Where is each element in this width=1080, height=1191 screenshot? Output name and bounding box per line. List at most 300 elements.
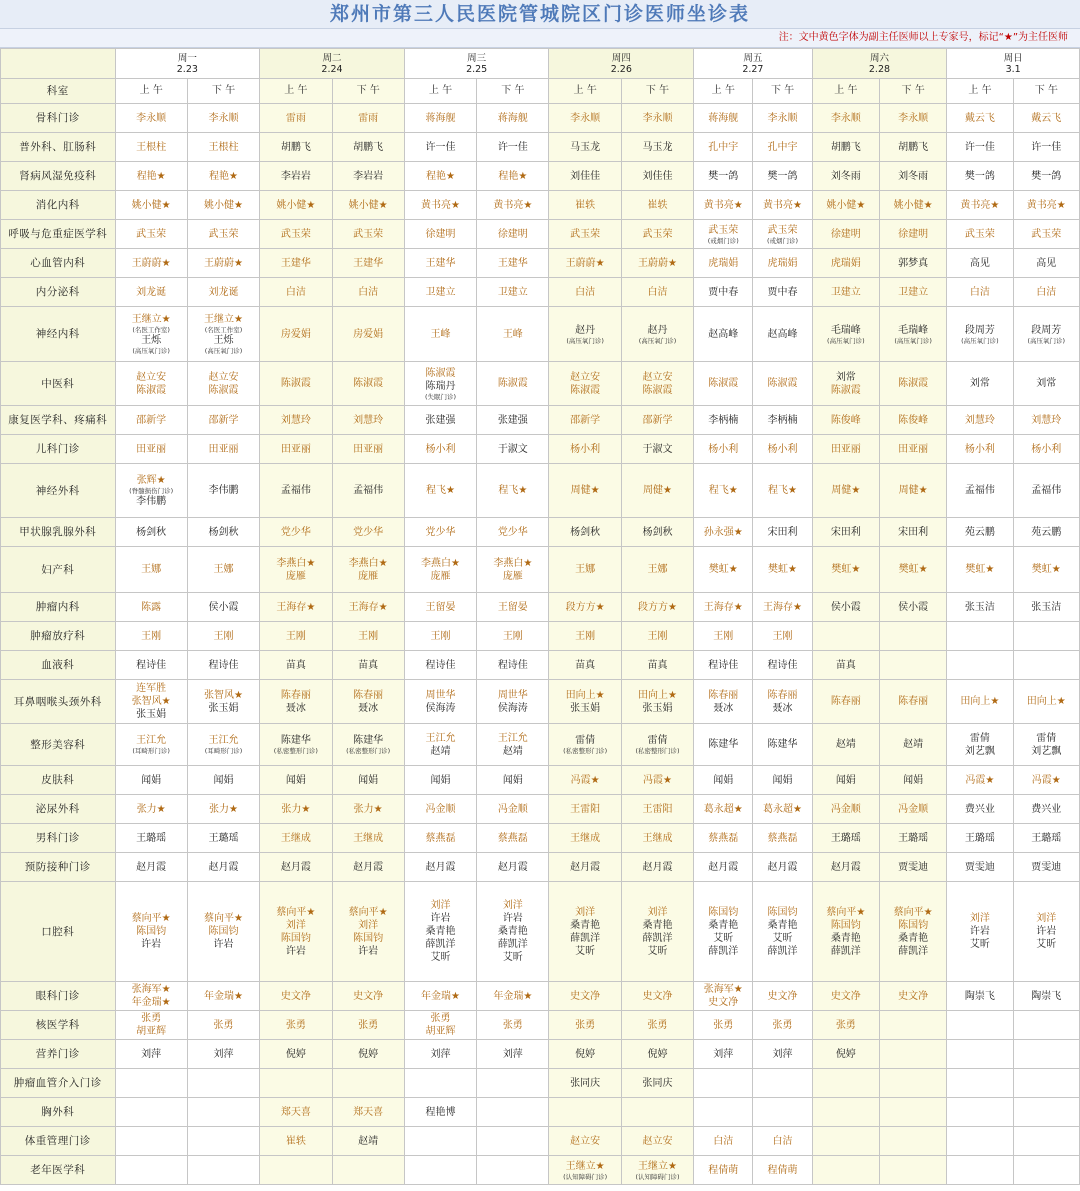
am-doctor-cell — [947, 547, 1013, 593]
doctor-name: 王继立★ — [204, 314, 243, 325]
doctor-name: 薛凯洋 — [425, 939, 456, 950]
pm-doctor-cell — [477, 104, 549, 133]
day-header: 周三 2.25 — [404, 49, 549, 79]
pm-doctor-cell — [332, 1156, 404, 1185]
am-header: 上 午 — [115, 79, 187, 104]
table-row — [1, 435, 1080, 464]
am-doctor-cell — [694, 651, 753, 680]
clinic-note: (高压氧门诊) — [1027, 336, 1066, 345]
doctor-name: 党少华 — [497, 526, 528, 538]
pm-doctor-cell — [1013, 724, 1079, 766]
am-doctor-cell — [694, 278, 753, 307]
doctor-name: 刘佳佳 — [642, 170, 673, 182]
pm-doctor-cell — [879, 622, 946, 651]
am-header: 上 午 — [404, 79, 476, 104]
department-cell: 神经外科 — [1, 464, 116, 518]
am-doctor-cell — [947, 162, 1013, 191]
doctor-name: 陈建华 — [353, 735, 384, 746]
doctor-name: 庞雁 — [430, 570, 451, 582]
doctor-name: 王刚 — [285, 630, 306, 642]
department-cell: 耳鼻咽喉头颈外科 — [1, 680, 116, 724]
am-doctor-cell — [947, 824, 1013, 853]
pm-doctor-cell — [621, 651, 693, 680]
pm-doctor-cell — [1013, 104, 1079, 133]
doctor-name: 薛凯洋 — [708, 945, 739, 957]
pm-doctor-cell — [1013, 882, 1079, 982]
pm-doctor-cell — [1013, 1098, 1079, 1127]
pm-doctor-cell — [187, 882, 259, 982]
doctor-name: 陈国钧 — [898, 919, 929, 931]
doctor-name: 宋田利 — [898, 526, 929, 538]
doctor-name: 史文净 — [353, 990, 384, 1002]
am-doctor-cell — [115, 464, 187, 518]
pm-doctor-cell — [477, 766, 549, 795]
table-row — [1, 680, 1080, 724]
table-row — [1, 547, 1080, 593]
department-cell: 肿瘤放疗科 — [1, 622, 116, 651]
doctor-name: 樊一鸽 — [767, 170, 798, 182]
am-doctor-cell — [404, 1040, 476, 1069]
pm-doctor-cell — [187, 1040, 259, 1069]
doctor-name: 冯金顺 — [898, 803, 929, 815]
am-doctor-cell — [115, 133, 187, 162]
doctor-name: 樊虹★ — [1031, 564, 1061, 575]
doctor-name: 姚小健★ — [893, 199, 933, 211]
doctor-name: 樊虹★ — [768, 564, 798, 575]
doctor-name: 艾昕 — [575, 945, 596, 957]
am-doctor-cell — [947, 680, 1013, 724]
doctor-name: 雷倩 — [1036, 732, 1057, 744]
pm-doctor-cell — [332, 191, 404, 220]
doctor-name: 史文净 — [642, 990, 673, 1002]
doctor-name: 王留晏 — [497, 601, 528, 613]
am-doctor-cell — [549, 464, 621, 518]
doctor-name: 许岩 — [141, 939, 162, 950]
doctor-name: 陈春丽 — [767, 689, 798, 701]
pm-header: 下 午 — [187, 79, 259, 104]
doctor-name: 聂冰 — [772, 702, 793, 714]
doctor-name: 倪婷 — [285, 1048, 306, 1060]
doctor-name: 武玉荣 — [570, 228, 601, 240]
pm-doctor-cell — [879, 464, 946, 518]
pm-doctor-cell — [753, 435, 812, 464]
doctor-name: 刘冬雨 — [830, 170, 861, 182]
am-doctor-cell — [404, 1156, 476, 1185]
pm-header: 下 午 — [753, 79, 812, 104]
doctor-name: 赵月霞 — [767, 861, 798, 873]
doctor-name: 陈春丽 — [830, 696, 861, 707]
pm-doctor-cell — [879, 766, 946, 795]
pm-doctor-cell — [477, 220, 549, 249]
department-cell: 胸外科 — [1, 1098, 116, 1127]
pm-doctor-cell — [187, 1098, 259, 1127]
doctor-name: 李永顺 — [136, 112, 167, 124]
am-doctor-cell — [549, 882, 621, 982]
expert-note: 注：文中黄色字体为副主任医师以上专家号，标记“★”为主任医师 — [0, 29, 1080, 48]
am-doctor-cell — [404, 1127, 476, 1156]
doctor-name: 薛凯洋 — [830, 945, 861, 957]
doctor-name: 周健★ — [570, 485, 600, 496]
doctor-name: 苗真 — [285, 659, 306, 671]
pm-doctor-cell — [1013, 593, 1079, 622]
pm-doctor-cell — [621, 362, 693, 406]
pm-doctor-cell — [621, 435, 693, 464]
doctor-name: 孟福伟 — [964, 485, 995, 496]
doctor-name: 白洁 — [772, 1135, 793, 1147]
doctor-name: 陈国钧 — [767, 906, 798, 918]
doctor-name: 毛瑞峰 — [830, 324, 861, 336]
doctor-name: 桑青艳 — [642, 919, 673, 931]
am-doctor-cell — [694, 362, 753, 406]
doctor-name: 许一佳 — [425, 141, 456, 153]
pm-doctor-cell — [621, 766, 693, 795]
am-doctor-cell — [549, 853, 621, 882]
am-doctor-cell — [549, 307, 621, 362]
pm-doctor-cell — [621, 824, 693, 853]
am-doctor-cell — [260, 362, 332, 406]
doctor-name: 刘洋 — [969, 913, 990, 924]
doctor-name: 武玉荣 — [964, 228, 995, 240]
pm-doctor-cell — [477, 651, 549, 680]
doctor-name: 许岩 — [358, 945, 379, 957]
doctor-name: 卫建立 — [898, 286, 929, 298]
am-doctor-cell — [549, 104, 621, 133]
clinic-note: (脊髓损伤门诊) — [129, 486, 174, 495]
doctor-name: 桑青艳 — [830, 932, 861, 944]
doctor-name: 王留晏 — [425, 601, 456, 613]
doctor-name: 雷雨 — [285, 112, 306, 124]
doctor-name: 徐建明 — [497, 228, 528, 240]
pm-doctor-cell — [332, 622, 404, 651]
am-doctor-cell — [115, 795, 187, 824]
am-doctor-cell — [404, 651, 476, 680]
doctor-name: 蒋海舰 — [497, 112, 528, 124]
am-doctor-cell — [404, 766, 476, 795]
pm-doctor-cell — [332, 1127, 404, 1156]
pm-doctor-cell — [477, 724, 549, 766]
table-row — [1, 278, 1080, 307]
doctor-name: 王蔚蔚★ — [565, 257, 605, 269]
doctor-name: 李燕白★ — [421, 557, 460, 569]
doctor-name: 陈春丽 — [353, 689, 384, 701]
doctor-name: 程艳★ — [426, 170, 455, 182]
am-doctor-cell — [260, 593, 332, 622]
doctor-name: 王璐瑶 — [830, 832, 861, 844]
am-doctor-cell — [947, 518, 1013, 547]
doctor-name: 王江允 — [208, 735, 239, 746]
pm-doctor-cell — [1013, 1156, 1079, 1185]
doctor-name: 侯小霞 — [830, 601, 861, 613]
am-doctor-cell — [812, 766, 879, 795]
doctor-name: 蔡向平★ — [348, 906, 388, 918]
doctor-name: 于淑文 — [642, 443, 673, 455]
pm-doctor-cell — [621, 882, 693, 982]
doctor-name: 王刚 — [430, 630, 451, 642]
am-doctor-cell — [404, 1069, 476, 1098]
pm-doctor-cell — [332, 651, 404, 680]
am-doctor-cell — [404, 622, 476, 651]
am-doctor-cell — [549, 362, 621, 406]
am-doctor-cell — [812, 824, 879, 853]
pm-doctor-cell — [187, 982, 259, 1011]
doctor-name: 赵靖 — [430, 745, 451, 757]
am-doctor-cell — [812, 278, 879, 307]
department-cell: 普外科、肛肠科 — [1, 133, 116, 162]
am-doctor-cell — [260, 406, 332, 435]
table-row — [1, 1040, 1080, 1069]
doctor-name: 张建强 — [425, 414, 456, 426]
doctor-name: 田亚丽 — [353, 443, 384, 455]
am-doctor-cell — [115, 278, 187, 307]
am-doctor-cell — [404, 307, 476, 362]
am-header: 上 午 — [812, 79, 879, 104]
pm-doctor-cell — [753, 766, 812, 795]
pm-doctor-cell — [187, 249, 259, 278]
am-doctor-cell — [694, 622, 753, 651]
doctor-name: 刘常 — [969, 378, 990, 389]
pm-doctor-cell — [879, 104, 946, 133]
am-doctor-cell — [115, 1156, 187, 1185]
doctor-name: 王璐瑶 — [208, 832, 239, 844]
doctor-name: 陈国钧 — [136, 926, 167, 937]
am-doctor-cell — [549, 1127, 621, 1156]
am-doctor-cell — [947, 1011, 1013, 1040]
doctor-name: 张勇 — [772, 1019, 793, 1031]
clinic-note: (失眠门诊) — [424, 392, 457, 401]
doctor-name: 田亚丽 — [830, 443, 861, 455]
department-cell: 心血管内科 — [1, 249, 116, 278]
doctor-name: 崔轶 — [285, 1135, 306, 1147]
pm-doctor-cell — [879, 853, 946, 882]
am-header: 上 午 — [694, 79, 753, 104]
doctor-name: 赵靖 — [835, 739, 856, 750]
pm-doctor-cell — [879, 518, 946, 547]
doctor-name: 史文净 — [767, 990, 798, 1002]
doctor-name: 杨剑秋 — [208, 526, 239, 538]
doctor-name: 段周芳 — [964, 324, 995, 336]
am-doctor-cell — [947, 1069, 1013, 1098]
am-doctor-cell — [404, 220, 476, 249]
am-doctor-cell — [404, 1098, 476, 1127]
department-cell: 男科门诊 — [1, 824, 116, 853]
pm-doctor-cell — [1013, 853, 1079, 882]
doctor-name: 赵月霞 — [208, 861, 239, 873]
doctor-name: 黄书亮★ — [493, 199, 533, 211]
pm-header: 下 午 — [1013, 79, 1079, 104]
am-doctor-cell — [115, 518, 187, 547]
pm-doctor-cell — [753, 680, 812, 724]
doctor-name: 白洁 — [1036, 286, 1057, 298]
doctor-name: 史文净 — [570, 990, 601, 1002]
doctor-name: 王娜 — [213, 564, 234, 575]
doctor-name: 薛凯洋 — [497, 939, 528, 950]
am-doctor-cell — [115, 1127, 187, 1156]
am-doctor-cell — [549, 435, 621, 464]
am-doctor-cell — [812, 162, 879, 191]
am-doctor-cell — [812, 406, 879, 435]
pm-doctor-cell — [1013, 220, 1079, 249]
doctor-name: 艾昕 — [647, 945, 668, 957]
table-row — [1, 882, 1080, 982]
doctor-name: 张勇 — [835, 1019, 856, 1031]
doctor-name: 田亚丽 — [898, 443, 929, 455]
doctor-name: 李伟鹏 — [208, 485, 239, 496]
pm-doctor-cell — [879, 249, 946, 278]
am-doctor-cell — [404, 1011, 476, 1040]
department-cell: 口腔科 — [1, 882, 116, 982]
am-header: 上 午 — [947, 79, 1013, 104]
doctor-name: 王璐瑶 — [898, 832, 929, 844]
doctor-name: 王刚 — [502, 630, 523, 642]
doctor-name: 程艳博 — [425, 1106, 456, 1118]
doctor-name: 闻娟 — [502, 774, 523, 786]
doctor-name: 张玉娟 — [208, 702, 239, 714]
doctor-name: 陈淑霞 — [898, 378, 929, 389]
doctor-name: 卫建立 — [497, 286, 528, 298]
department-cell: 眼科门诊 — [1, 982, 116, 1011]
doctor-name: 张勇 — [713, 1019, 734, 1031]
department-cell: 消化内科 — [1, 191, 116, 220]
am-doctor-cell — [947, 622, 1013, 651]
am-doctor-cell — [115, 593, 187, 622]
am-doctor-cell — [947, 1098, 1013, 1127]
pm-doctor-cell — [187, 1156, 259, 1185]
am-doctor-cell — [947, 362, 1013, 406]
doctor-name: 郑天喜 — [353, 1106, 384, 1118]
doctor-name: 刘洋 — [502, 900, 523, 911]
am-doctor-cell — [260, 435, 332, 464]
am-doctor-cell — [115, 162, 187, 191]
doctor-name: 蔡燕磊 — [497, 832, 528, 844]
doctor-name: 李岩岩 — [353, 170, 384, 182]
doctor-name: 贾中春 — [708, 286, 739, 298]
am-doctor-cell — [947, 795, 1013, 824]
doctor-name: 王继成 — [570, 832, 601, 844]
doctor-name: 武玉荣 — [708, 224, 739, 236]
doctor-name: 赵靖 — [903, 739, 924, 750]
pm-doctor-cell — [621, 1069, 693, 1098]
pm-doctor-cell — [879, 1098, 946, 1127]
clinic-note: (认知障碍门诊) — [563, 1172, 608, 1181]
doctor-name: 薛凯洋 — [570, 932, 601, 944]
doctor-name: 刘萍 — [141, 1048, 162, 1060]
doctor-name: 陶崇飞 — [964, 990, 995, 1002]
doctor-name: 王烁 — [141, 335, 162, 346]
doctor-name: 武玉荣 — [136, 228, 167, 240]
pm-doctor-cell — [753, 724, 812, 766]
doctor-name: 王继立★ — [131, 314, 171, 325]
pm-doctor-cell — [621, 853, 693, 882]
am-doctor-cell — [260, 882, 332, 982]
doctor-name: 刘洋 — [1036, 913, 1057, 924]
department-cell: 中医科 — [1, 362, 116, 406]
doctor-name: 王娜 — [141, 564, 162, 575]
doctor-name: 陈国钧 — [830, 919, 861, 931]
doctor-name: 贾中春 — [767, 286, 798, 298]
doctor-name: 高见 — [969, 257, 990, 269]
doctor-name: 王娜 — [647, 564, 668, 575]
am-doctor-cell — [115, 435, 187, 464]
department-cell: 肿瘤内科 — [1, 593, 116, 622]
doctor-name: 王烁 — [213, 335, 234, 346]
doctor-name: 王根柱 — [208, 141, 239, 153]
doctor-name: 宋田利 — [830, 526, 861, 538]
pm-doctor-cell — [477, 406, 549, 435]
pm-doctor-cell — [879, 162, 946, 191]
doctor-name: 孔中宇 — [767, 141, 798, 153]
am-doctor-cell — [812, 518, 879, 547]
doctor-name: 程诗佳 — [208, 659, 239, 671]
am-doctor-cell — [694, 1127, 753, 1156]
table-row — [1, 1156, 1080, 1185]
doctor-name: 陈露 — [141, 601, 162, 613]
am-doctor-cell — [812, 249, 879, 278]
pm-doctor-cell — [1013, 362, 1079, 406]
pm-doctor-cell — [477, 1011, 549, 1040]
doctor-name: 许岩 — [430, 913, 451, 924]
doctor-name: 王蔚蔚★ — [131, 257, 171, 269]
am-doctor-cell — [947, 104, 1013, 133]
doctor-name: 赵高峰 — [767, 328, 798, 340]
am-doctor-cell — [947, 278, 1013, 307]
am-doctor-cell — [812, 1069, 879, 1098]
doctor-name: 张勇 — [213, 1019, 234, 1031]
doctor-name: 陈淑霞 — [642, 384, 673, 396]
table-row — [1, 104, 1080, 133]
am-doctor-cell — [812, 191, 879, 220]
doctor-name: 艾昕 — [969, 939, 990, 950]
doctor-name: 王峰 — [430, 328, 451, 340]
table-row — [1, 982, 1080, 1011]
doctor-name: 虎瑞娟 — [767, 257, 798, 269]
doctor-name: 孟福伟 — [353, 485, 384, 496]
pm-doctor-cell — [332, 766, 404, 795]
doctor-name: 王刚 — [772, 630, 793, 642]
pm-doctor-cell — [477, 1069, 549, 1098]
pm-doctor-cell — [753, 853, 812, 882]
doctor-name: 王刚 — [575, 630, 596, 642]
pm-doctor-cell — [1013, 307, 1079, 362]
doctor-name: 李永顺 — [570, 112, 601, 124]
pm-doctor-cell — [477, 133, 549, 162]
am-doctor-cell — [404, 435, 476, 464]
doctor-name: 史文净 — [830, 990, 861, 1002]
pm-doctor-cell — [621, 1127, 693, 1156]
am-doctor-cell — [260, 104, 332, 133]
doctor-name: 赵月霞 — [642, 861, 673, 873]
pm-doctor-cell — [477, 593, 549, 622]
doctor-name: 崔轶 — [575, 199, 596, 211]
doctor-name: 贾雯迪 — [964, 861, 995, 873]
am-doctor-cell — [115, 766, 187, 795]
doctor-name: 马玉龙 — [570, 141, 601, 153]
am-doctor-cell — [115, 882, 187, 982]
doctor-name: 程倩萌 — [708, 1164, 739, 1176]
am-doctor-cell — [549, 162, 621, 191]
doctor-name: 郭梦真 — [898, 257, 929, 269]
doctor-name: 史文净 — [898, 990, 929, 1002]
doctor-name: 闻娟 — [713, 774, 734, 786]
pm-doctor-cell — [477, 435, 549, 464]
doctor-name: 程飞★ — [498, 485, 528, 496]
clinic-note: (高压氧门诊) — [894, 336, 932, 345]
doctor-name: 杨小利 — [708, 443, 739, 455]
doctor-name: 冯金顺 — [830, 803, 861, 815]
pm-doctor-cell — [187, 362, 259, 406]
doctor-name: 徐建明 — [830, 228, 861, 240]
clinic-note: (名医工作室) — [132, 326, 170, 334]
day-header-row — [1, 49, 1080, 79]
